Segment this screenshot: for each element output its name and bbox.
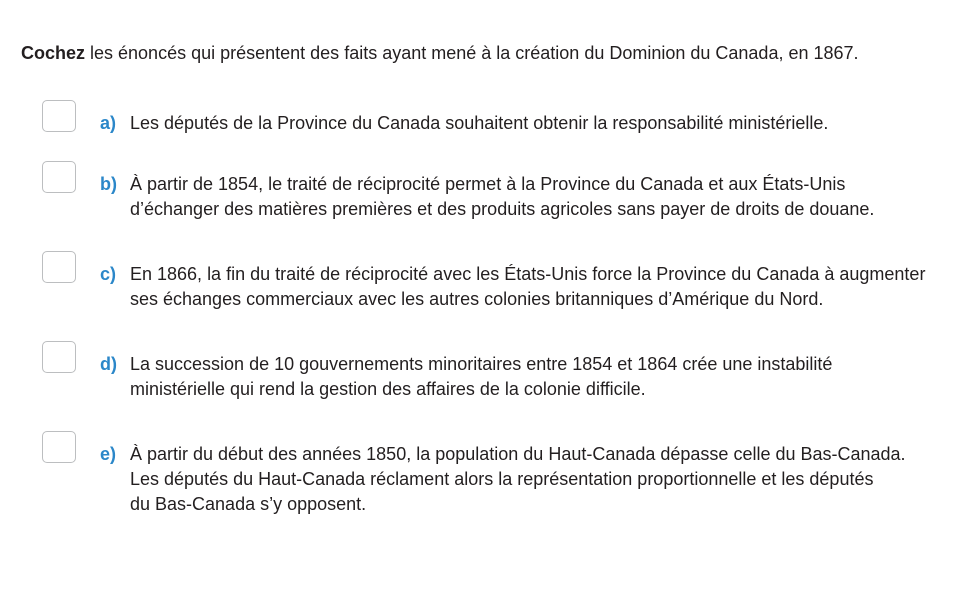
item-text-e-line-3: du Bas-Canada s’y opposent.	[130, 494, 367, 514]
checkbox-e[interactable]	[42, 431, 76, 463]
item-text-e-line-2: Les députés du Haut-Canada réclament alors la représentation proportionnelle et les députés	[130, 469, 874, 489]
item-text-c-line-1: En 1866, la fin du traité de réciprocité avec les États-Unis force la Province du Canada à augmenter	[130, 264, 926, 284]
checkbox-d[interactable]	[42, 341, 76, 373]
item-letter-b: b)	[100, 174, 117, 194]
instruction-bold: Cochez	[21, 43, 86, 63]
instruction-rest: les énoncés qui présentent des faits ayant mené à la création du Dominion du Canada, en 1867.	[85, 43, 859, 63]
item-text-a-line-1: Les députés de la Province du Canada souhaitent obtenir la responsabilité ministérielle.	[130, 113, 829, 133]
item-text-e-line-1: À partir du début des années 1850, la population du Haut-Canada dépasse celle du Bas-Canada.	[130, 444, 906, 464]
item-letter-a: a)	[100, 113, 117, 133]
item-text-e	[130, 442, 950, 517]
item-text-c-line-2: ses échanges commerciaux avec les autres colonies britanniques d’Amérique du Nord.	[130, 289, 824, 309]
item-text-a	[130, 111, 950, 136]
item-text-c	[130, 262, 950, 312]
item-text-d-line-1: La succession de 10 gouvernements minoritaires entre 1854 et 1864 crée une instabilité	[130, 354, 833, 374]
item-text-b-line-1: À partir de 1854, le traité de réciprocité permet à la Province du Canada et aux États-Unis	[130, 174, 846, 194]
item-text-d-line-2: ministérielle qui rend la gestion des affaires de la colonie difficile.	[130, 379, 646, 399]
item-text-b	[130, 172, 950, 222]
item-text-d	[130, 352, 950, 402]
item-letter-d: d)	[100, 354, 117, 374]
item-text-b-line-2: d’échanger des matières premières et des produits agricoles sans payer de droits de douane.	[130, 199, 875, 219]
checkbox-b[interactable]	[42, 161, 76, 193]
checkbox-c[interactable]	[42, 251, 76, 283]
checkbox-a[interactable]	[42, 100, 76, 132]
item-letter-c: c)	[100, 264, 117, 284]
instruction-text	[21, 41, 951, 66]
item-letter-e: e)	[100, 444, 117, 464]
